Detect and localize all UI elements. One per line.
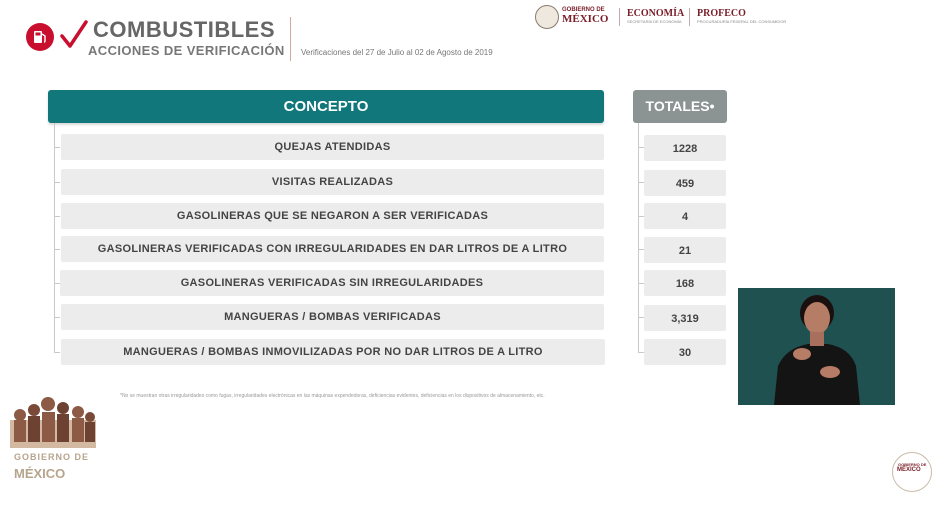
historic-caption-line2: MÉXICO [14, 466, 66, 481]
check-icon [60, 20, 88, 55]
table-row-concept: QUEJAS ATENDIDAS [61, 134, 604, 160]
table-row-concept: GASOLINERAS VERIFICADAS CON IRREGULARIDADES EN DAR LITROS DE A LITRO [61, 236, 604, 262]
footnote: *No se muestran otras irregularidades como fugas, irregularidades electrónicas en las máquinas expendedoras, deficiencias evidentes, deficiencias en los dispositivos de almacenamiento, etc. [120, 393, 545, 399]
institution-divider [689, 8, 690, 26]
profeco-sublabel: PROCURADURÍA FEDERAL DEL CONSUMIDOR [697, 19, 787, 24]
table-row-total: 21 [644, 237, 726, 263]
profeco-label: PROFECO [697, 8, 746, 19]
page-subtitle: ACCIONES DE VERIFICACIÓN [88, 43, 285, 58]
economia-sublabel: SECRETARÍA DE ECONOMÍA [627, 19, 682, 24]
totals-bracket [638, 123, 639, 353]
table-row-total: 3,319 [644, 305, 726, 331]
table-row-total: 1228 [644, 135, 726, 161]
historic-caption-line1: GOBIERNO DE [14, 452, 90, 462]
economia-label: ECONOMÍA [627, 8, 685, 19]
table-row-concept: MANGUERAS / BOMBAS INMOVILIZADAS POR NO DAR LITROS DE A LITRO [61, 339, 605, 365]
fuel-pump-icon [26, 23, 54, 51]
corner-seal-line1: GOBIERNO DE [898, 462, 927, 467]
totals-header-label: TOTALES [645, 98, 710, 114]
bracket-tick [54, 352, 60, 353]
table-row-total: 30 [644, 339, 726, 365]
table-row-concept: GASOLINERAS VERIFICADAS SIN IRREGULARIDADES [60, 270, 604, 296]
title-divider [290, 17, 291, 61]
totals-header: TOTALES• [633, 90, 727, 123]
table-row-concept: MANGUERAS / BOMBAS VERIFICADAS [61, 304, 604, 330]
table-row-total: 168 [644, 270, 726, 296]
table-row-concept: GASOLINERAS QUE SE NEGARON A SER VERIFICADAS [61, 203, 604, 229]
interpreter-figure-icon [738, 288, 895, 405]
mexico-label: MÉXICO [562, 13, 609, 25]
sign-language-interpreter-video [738, 288, 895, 405]
gobierno-label: GOBIERNO DE [562, 7, 605, 13]
institution-divider [619, 8, 620, 26]
table-row-total: 459 [644, 170, 726, 196]
page-title: COMBUSTIBLES [93, 17, 275, 42]
table-row-concept: VISITAS REALIZADAS [61, 169, 604, 195]
date-range: Verificaciones del 27 de Julio al 02 de Agosto de 2019 [301, 48, 493, 57]
bracket-tick [54, 216, 60, 217]
corner-seal-line2: MÉXICO [897, 467, 921, 473]
bracket-tick [54, 182, 60, 183]
bracket-tick [54, 317, 60, 318]
concept-bracket [54, 123, 55, 353]
concept-header: CONCEPTO [48, 90, 604, 123]
bracket-tick [54, 147, 60, 148]
bracket-tick [54, 249, 60, 250]
table-row-total: 4 [644, 203, 726, 229]
government-seal-icon [535, 5, 559, 29]
